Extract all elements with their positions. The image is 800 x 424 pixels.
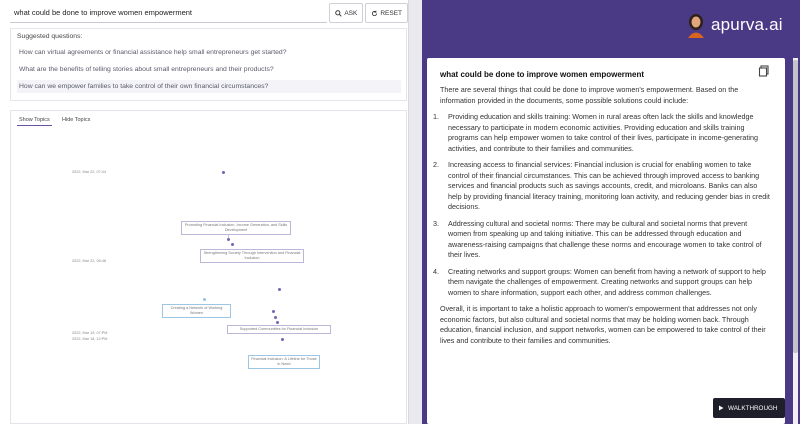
answer-card: [427, 58, 785, 424]
point-number: 1.: [433, 112, 439, 121]
topics-panel: [10, 110, 407, 424]
brand-name: apurva.ai: [711, 15, 783, 34]
timeline-dot[interactable]: [203, 298, 206, 301]
timeline-date: 2022, Mar 18, 12:PM: [72, 337, 108, 341]
search-input[interactable]: [10, 3, 327, 23]
answer-list: [433, 112, 770, 298]
scrollbar-thumb[interactable]: [793, 60, 798, 353]
answer-point: [433, 218, 770, 261]
reset-label: RESET: [380, 9, 402, 17]
ask-label: ASK: [344, 9, 358, 17]
timeline-date: 2022, Mar 22, 06:48: [72, 259, 106, 263]
copy-icon[interactable]: [757, 64, 771, 78]
walkthrough-button[interactable]: [713, 398, 785, 418]
suggested-question-1[interactable]: How can virtual agreements or financial assistance help small entrepreneurs get started?: [19, 49, 287, 56]
point-text: Creating networks and support groups: Women can benefit from having a network of support to help them navigate the challenges of empowerment. Creating networks and support groups can help women to share information, support each other, and address common challenges.: [448, 266, 766, 297]
point-number: 2.: [433, 160, 439, 169]
answer-point: [433, 266, 770, 299]
answer-point: [433, 160, 770, 213]
timeline-dot[interactable]: [272, 310, 275, 313]
timeline-date: 2022, Mar 22, 07:44: [72, 170, 106, 174]
topic-node[interactable]: Creating a Network of Working Women: [162, 304, 231, 318]
answer-point: [433, 112, 770, 154]
point-text: Providing education and skills training: Women in rural areas often lack the skills and knowledge necessary to participate in modern economic activities. Providing education and skills training programs can help empower women to take control of their lives, participate in income-generating activities, and contribute to their families and communities.: [448, 112, 759, 153]
timeline-dot[interactable]: [278, 288, 281, 291]
point-number: 3.: [433, 218, 439, 228]
point-number: 4.: [433, 266, 439, 276]
timeline-dot[interactable]: [281, 338, 284, 341]
timeline-dot[interactable]: [227, 238, 230, 241]
brand: [685, 12, 783, 38]
topic-node[interactable]: Promoting Financial Inclusion, Income Generation, and Skills Development: [181, 221, 291, 235]
timeline-dot[interactable]: [276, 321, 279, 324]
timeline-date: 2022, Mar 19, 07:PM: [72, 331, 108, 335]
answer-body: [433, 85, 770, 352]
answer-question: what could be done to improve women empowerment: [440, 70, 645, 79]
suggested-question-3[interactable]: How can we empower families to take control of their own financial circumstances?: [17, 80, 401, 93]
suggested-title: Suggested questions:: [17, 33, 83, 40]
refresh-icon: [371, 10, 378, 17]
answer-conclusion: Overall, it is important to take a holistic approach to women's empowerment that addresses not only economic factors, but also cultural and societal norms that may be holding women back. Through education, financial inclusion, and support networks, women can be empowered to take control of their lives and contribute to their families and communities.: [440, 304, 766, 345]
reset-button[interactable]: [365, 3, 408, 23]
answer-intro: There are several things that could be done to improve women's empowerment. Based on the information provided in the documents, some possible solutions could include:: [440, 85, 739, 105]
walkthrough-label: WALKTHROUGH: [728, 404, 778, 412]
play-icon: [718, 405, 724, 411]
timeline-dot[interactable]: [222, 171, 225, 174]
suggested-question-2[interactable]: What are the benefits of telling stories about small entrepreneurs and their products?: [19, 66, 274, 73]
topic-node[interactable]: Strengthening Society Through Intervention and Financial Inclusion: [200, 249, 304, 263]
point-text: Addressing cultural and societal norms: There may be cultural and societal norms that prevent women from speaking up and taking initiative. This can be addressed through education and awareness-raising campaigns that challenge these norms and encourage women to take control of their lives.: [448, 218, 762, 259]
avatar-icon: [685, 12, 707, 38]
topic-node[interactable]: Supported Communities for Financial Inclusion: [227, 325, 331, 334]
ask-button[interactable]: [329, 3, 363, 23]
timeline-dot[interactable]: [231, 243, 234, 246]
tab-hide-topics[interactable]: Hide Topics: [62, 117, 91, 123]
suggested-questions: [10, 28, 407, 101]
search-row: [10, 3, 408, 23]
timeline-dot[interactable]: [274, 316, 277, 319]
search-icon: [335, 10, 342, 17]
topic-node[interactable]: Financial Inclusion: A Lifeline for Those in Need: [248, 355, 320, 369]
point-text: Increasing access to financial services: Financial inclusion is crucial for enabling women to take control of their financial circumstances. This can be achieved through improved access to banking services and financial products such as savings accounts, credit, and microloans. Banks can also help by providing financial literacy training, monitoring loan activity, and reducing gender bias in credit decisions.: [448, 160, 770, 211]
tab-show-topics[interactable]: Show Topics: [17, 115, 52, 126]
